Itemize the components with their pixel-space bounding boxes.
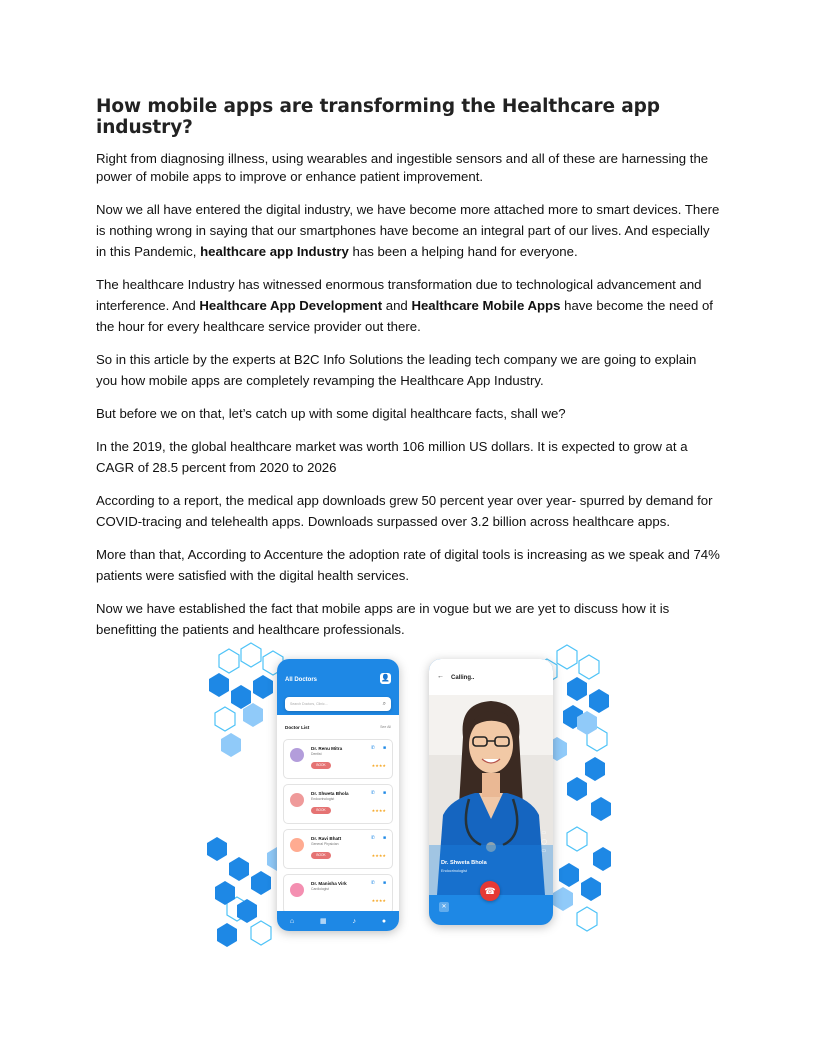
- doctor-name: Dr. Shweta Bhola: [311, 791, 349, 796]
- close-icon: ✕: [439, 902, 449, 912]
- paragraph-2-text-c: has been a helping hand for everyone.: [348, 244, 578, 259]
- paragraph-7: According to a report, the medical app downloads grew 50 percent year over year- spurred by demand for COVID-tracing and telehealth apps. Downloads surpassed over 3.2 billion across healthcare apps.: [96, 493, 713, 529]
- healthcare-app-illustration: [207, 637, 611, 949]
- doctor-specialty: Dentist: [311, 752, 322, 756]
- end-call-icon: ☎: [480, 881, 500, 901]
- doctor-avatar: [290, 838, 304, 852]
- paragraph-4: So in this article by the experts at B2C Info Solutions the leading tech company we are going to explain you how mobile apps are completely revamping the Healthcare App Industry.: [96, 352, 697, 388]
- paragraph-2-text-a: Now we all have entered the digital industry, we have become more attached more to smart devices. There is nothing wrong in saying that our smartphones have become an integral part of our lives. And especially in this Pandemic,: [96, 202, 720, 259]
- doctor-avatar: [290, 793, 304, 807]
- calling-status: Calling..: [451, 675, 475, 681]
- paragraph-3-text-a: The healthcare Industry has witnessed enormous transformation due to technological advancement and interference. And: [96, 277, 702, 313]
- doctor-specialty: General Physician: [311, 842, 339, 846]
- doctor-name: Dr. Ravi Bhatt: [311, 836, 342, 841]
- paragraph-8: More than that, According to Accenture the adoption rate of digital tools is increasing as we speak and 74% patients were satisfied with the digital health services.: [96, 547, 720, 583]
- call-controls-side: ▭ ◯ ▭: [541, 830, 547, 854]
- bell-icon: ♪: [352, 917, 356, 925]
- search-icon: ⌕: [382, 700, 386, 707]
- video-icon: ■: [382, 790, 386, 796]
- paragraph-3-bold-2: Healthcare Mobile Apps: [411, 298, 561, 313]
- video-icon: ■: [382, 880, 386, 886]
- caller-name: Dr. Shweta Bhola: [441, 860, 487, 866]
- doctor-search-input: [285, 697, 391, 711]
- profile-icon: ●: [381, 917, 387, 925]
- search-placeholder: Search Doctors, Clinic...: [290, 702, 328, 706]
- phone-icon: ✆: [370, 745, 375, 751]
- video-call-phone: [429, 659, 553, 925]
- bottom-nav-bar: [277, 911, 399, 931]
- paragraph-3-bold-1: Healthcare App Development: [199, 298, 383, 313]
- paragraph-5: But before we on that, let’s catch up with some digital healthcare facts, shall we?: [96, 406, 566, 421]
- doctor-card: [283, 874, 393, 914]
- call-header: [429, 659, 553, 695]
- rating-stars: ★★★★: [371, 808, 386, 813]
- paragraph-3: [96, 274, 720, 337]
- paragraph-3-text-c: and: [382, 298, 412, 313]
- doctor-avatar: [290, 883, 304, 897]
- avatar-icon: 👤: [381, 675, 390, 682]
- paragraph-3-text-e: have become the need of the hour for every healthcare service provider out there.: [96, 298, 713, 334]
- doctor-avatar: [290, 748, 304, 762]
- book-button: BOOK: [311, 762, 331, 769]
- paragraph-6: In the 2019, the global healthcare market was worth 106 million US dollars. It is expected to grow at a CAGR of 28.5 percent from 2020 to 2026: [96, 439, 688, 475]
- paragraph-9: Now we have established the fact that mobile apps are in vogue but we are yet to discuss how it is benefitting the patients and healthcare professionals.: [96, 601, 670, 637]
- doctor-card: [283, 739, 393, 779]
- doctor-specialty: Endocrinologist: [311, 797, 335, 801]
- book-button: BOOK: [311, 852, 331, 859]
- doctor-card: [283, 784, 393, 824]
- doctor-name: Dr. Renu Mitra: [311, 746, 343, 751]
- back-arrow-icon: ←: [437, 673, 444, 680]
- caller-specialty: Endocrinologist: [441, 869, 467, 873]
- video-icon: ■: [382, 745, 386, 751]
- paragraph-1: Right from diagnosing illness, using wearables and ingestible sensors and all of these are harnessing the power of mobile apps to improve or enhance patient improvement.: [96, 151, 709, 184]
- doctor-name: Dr. Manisha Virk: [311, 881, 347, 886]
- video-icon: ■: [382, 835, 386, 841]
- rating-stars: ★★★★: [371, 898, 386, 903]
- paragraph-2: [96, 199, 720, 262]
- doctor-list-header: [277, 659, 399, 715]
- phone-icon: ✆: [370, 880, 375, 886]
- article-title: How mobile apps are transforming the Healthcare app industry?: [96, 96, 660, 138]
- article: [96, 96, 720, 652]
- book-button: BOOK: [311, 807, 331, 814]
- see-all-link: See All: [380, 725, 391, 729]
- doctor-list-heading: [277, 715, 399, 734]
- doctor-specialty: Cardiologist: [311, 887, 329, 891]
- paragraph-2-bold: healthcare app Industry: [200, 244, 349, 259]
- rating-stars: ★★★★: [371, 763, 386, 768]
- doctor-list-title: Doctor List: [285, 725, 310, 730]
- doctor-list-phone: [277, 659, 399, 931]
- home-icon: ⌂: [289, 917, 295, 925]
- doctor-card: [283, 829, 393, 869]
- phone-icon: ✆: [370, 790, 375, 796]
- all-doctors-title: All Doctors: [285, 677, 318, 683]
- calendar-icon: ▦: [320, 918, 327, 925]
- phone-icon: ✆: [370, 835, 375, 841]
- rating-stars: ★★★★: [371, 853, 386, 858]
